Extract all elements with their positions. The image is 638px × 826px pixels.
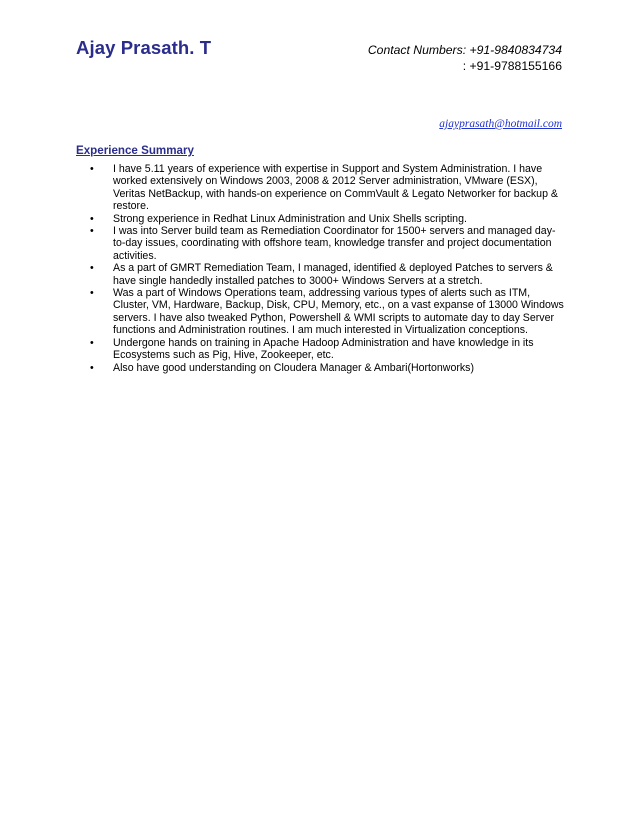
list-item-text: Was a part of Windows Operations team, addressing various types of alerts such as ITM, Cluster, VM, Hardware, Backup, Disk, CPU, Memory, etc., on a vast expanse of 13000 Windows servers. I have also tweaked Python, Powershell & WMI scripts to automate day to day Server functions and Administration routines. I am much interested in Virtualization conceptions. (113, 287, 564, 337)
bullet-icon: • (90, 287, 94, 300)
list-item-text: Also have good understanding on Cloudera Manager & Ambari(Hortonworks) (113, 361, 474, 374)
bullet-icon: • (90, 212, 94, 225)
contact-numbers (368, 42, 562, 74)
bullet-icon: • (90, 262, 94, 275)
list-item (76, 362, 564, 374)
list-item-text: As a part of GMRT Remediation Team, I managed, identified & deployed Patches to servers & have single handedly installed patches to 3000+ Windows Servers at a stretch. (113, 262, 553, 287)
list-item (76, 287, 564, 337)
contact-number-secondary: : +91-9788155166 (462, 59, 562, 73)
contact-number-primary: Contact Numbers: +91-9840834734 (367, 43, 562, 57)
experience-summary-list (76, 163, 564, 374)
email-link[interactable]: ajayprasath@hotmail.com (439, 118, 562, 130)
experience-summary-heading: Experience Summary (76, 144, 194, 157)
bullet-icon: • (90, 225, 94, 238)
list-item (76, 337, 564, 362)
list-item-text: I have 5.11 years of experience with expertise in Support and System Administration. I have worked extensively on Windows 2003, 2008 & 2012 Server administration, VMware (ESX), Veritas NetBackup, with hands-on experience on CommVault & Legato Networker for backup & restore. (113, 163, 558, 213)
candidate-name: Ajay Prasath. T (76, 37, 212, 58)
list-item (76, 225, 564, 262)
list-item-text: Undergone hands on training in Apache Hadoop Administration and have knowledge in its Ecosystems such as Pig, Hive, Zookeeper, etc. (113, 336, 534, 362)
bullet-icon: • (90, 361, 94, 374)
list-item (76, 163, 564, 213)
list-item-text: I was into Server build team as Remediation Coordinator for 1500+ servers and managed day-to-day issues, coordinating with offshore team, knowledge transfer and project documentation activities. (113, 225, 556, 262)
bullet-icon: • (90, 336, 94, 349)
bullet-icon: • (90, 163, 94, 175)
list-item-text: Strong experience in Redhat Linux Administration and Unix Shells scripting. (113, 212, 467, 225)
list-item (76, 213, 564, 225)
list-item (76, 262, 564, 287)
